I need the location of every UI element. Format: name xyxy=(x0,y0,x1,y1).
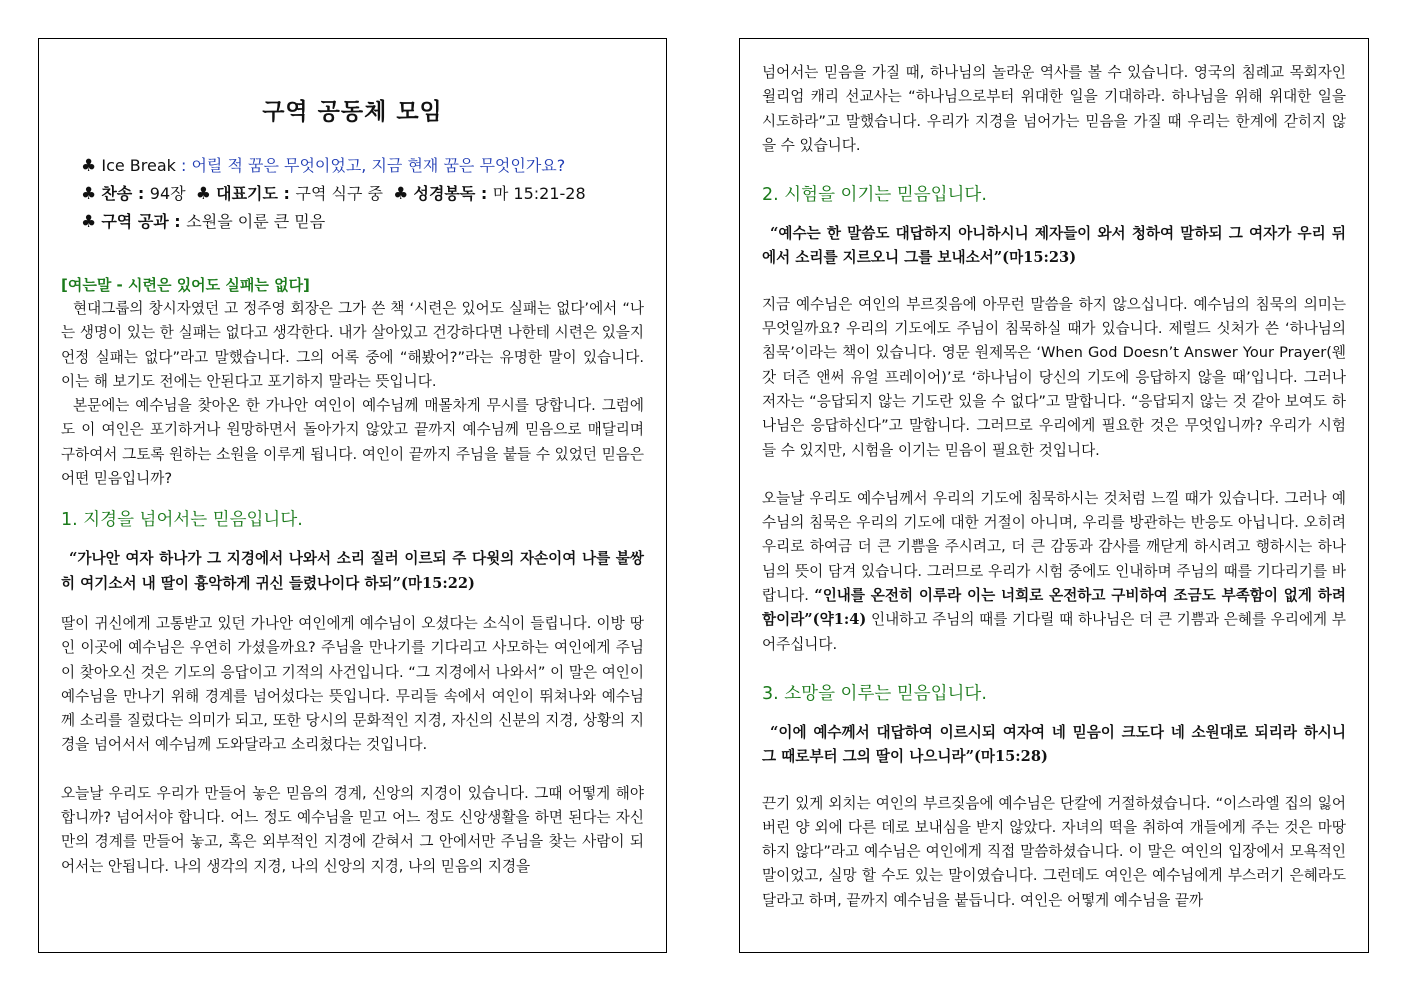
club-icon: ♣ xyxy=(393,184,409,204)
continued-paragraph: 넘어서는 믿음을 가질 때, 하나님의 놀라운 역사를 볼 수 있습니다. 영국의 침례교 목회자인 윌리엄 캐리 선교사는 “하나님으로부터 위대한 일을 기대하라. 하나님을 위해 위대한 일을 시도하라”고 말했습니다. 우리가 지경을 넘어가는 믿음을 가질 때 우리는 한계에 갇히지 않을 수 있습니다. xyxy=(762,64,1346,154)
intro-paragraph: 현대그룹의 창시자였던 고 정주영 회장은 그가 쓴 책 ‘시련은 있어도 실패는 없다’에서 “나는 생명이 있는 한 실패는 없다고 생각한다. 내가 살아있고 건강하다면 나한테 시련은 있을지언정 실패는 없다”라고 말했습니다. 그의 어록 중에 “해봤어?”라는 유명한 말이 있습니다. 이는 해 보기도 전에는 안된다고 포기하지 말라는 뜻입니다. xyxy=(61,300,644,390)
meeting-info xyxy=(81,152,644,236)
club-icon: ♣ xyxy=(195,184,212,204)
left-page xyxy=(38,38,667,953)
section-1-paragraph: 오늘날 우리도 우리가 만들어 놓은 믿음의 경계, 신앙의 지경이 있습니다. 그때 어떻게 해야 합니까? 넘어서야 합니다. 어느 정도 예수님을 믿고 어느 정도 신앙생활을 하면 된다는 자신만의 경계를 만들어 놓고, 혹은 외부적인 지경에 갇혀서 그 안에서만 주님을 찾는 사람이 되어서는 안됩니다. 나의 생각의 지경, 나의 신앙의 지경, 나의 믿음의 지경을 xyxy=(61,784,644,875)
section-2-text: 인내하고 주님의 때를 기다릴 때 하나님은 더 큰 기쁨과 은혜를 우리에게 부어주십니다. xyxy=(762,611,1346,653)
intro-heading: [여는말 - 시련은 있어도 실패는 없다] xyxy=(61,276,310,294)
hymn-value: 94장 xyxy=(149,184,186,203)
section-2-paragraph xyxy=(762,487,1346,657)
ice-break-label: Ice Break xyxy=(101,156,176,175)
lesson-line xyxy=(81,208,644,236)
ice-break-line xyxy=(81,152,644,180)
section-2-text: 오늘날 우리도 예수님께서 우리의 기도에 침묵하시는 것처럼 느낄 때가 있습니다. 그러나 예수님의 침묵은 우리의 기도에 대한 거절이 아니며, 우리를 방관하는 반응도 아닙니다. 오히려 우리로 하여금 더 큰 기쁨을 주시려고, 더 큰 감동과 감사를 깨닫게 하시려고 행하시는 하나님의 뜻이 담겨 있습니다. 그러므로 우리가 시험 중에도 인내하며 주님의 때를 기다리기를 바랍니다. xyxy=(762,489,1346,605)
ice-break-sep: : xyxy=(175,156,192,175)
section-3-paragraph: 끈기 있게 외치는 여인의 부르짖음에 예수님은 단칼에 거절하셨습니다. “이스라엘 집의 잃어버린 양 외에 다른 데로 보내심을 받지 않았다. 자녀의 떡을 취하여 개들에게 주는 것은 마땅하지 않다”라고 예수님은 여인에게 직접 말씀하셨습니다. 이 말은 여인의 입장에서 모욕적인 말이었고, 실망 할 수도 있는 말이였습니다. 그런데도 여인은 예수님에게 부스러기 은혜라도 달라고 하며, 끝까지 예수님을 붙듭니다. 여인은 어떻게 예수님을 끝까 xyxy=(762,794,1346,909)
right-page xyxy=(739,38,1369,953)
section-3-heading: 3. 소망을 이루는 믿음입니다. xyxy=(762,683,987,704)
right-page-content xyxy=(762,39,1346,913)
prayer-value: 구역 식구 중 xyxy=(295,184,383,203)
hymn-prayer-reading-line xyxy=(81,180,644,208)
james-quote: “인내를 온전히 이루라 이는 너희로 온전하고 구비하여 조금도 부족함이 없게 하려 함이라”(약1:4) xyxy=(762,587,1346,629)
lesson-value: 소원을 이룬 큰 믿음 xyxy=(186,212,326,231)
left-page-content xyxy=(61,39,644,879)
club-icon: ♣ xyxy=(81,212,97,232)
prayer-label: 대표기도 : xyxy=(216,184,296,203)
reading-value: 마 15:21-28 xyxy=(492,184,586,203)
intro-paragraph: 본문에는 예수님을 찾아온 한 가나안 여인이 예수님께 매몰차게 무시를 당합니다. 그럼에도 이 여인은 포기하거나 원망하면서 돌아가지 않았고 끝까지 예수님께 믿음으로 매달리며 구하여서 그토록 원하는 소원을 이루게 됩니다. 여인이 끝까지 주님을 붙들 수 있었던 믿음은 어떤 믿음입니까? xyxy=(61,397,644,488)
section-3-quote: “이에 예수께서 대답하여 이르시되 여자여 네 믿음이 크도다 네 소원대로 되리라 하시니 그 때로부터 그의 딸이 나으니라”(마15:28) xyxy=(762,723,1346,766)
section-2-quote: “예수는 한 말씀도 대답하지 아니하시니 제자들이 와서 청하여 말하되 그 여자가 우리 뒤에서 소리를 지르오니 그를 보내소서”(마15:23) xyxy=(762,225,1346,267)
section-2-paragraph: 지금 예수님은 여인의 부르짖음에 아무런 말씀을 하지 않으십니다. 예수님의 침묵의 의미는 무엇일까요? 우리의 기도에도 주님이 침묵하실 때가 있습니다. 제럴드 싯처가 쓴 ‘하나님의 침묵’이라는 책이 있습니다. 영문 원제목은 ‘When God Doesn’t Answer Your Prayer(웬 갓 더즌 앤써 유얼 프레이어)’로 ‘하나님이 당신의 기도에 응답하지 않을 때’입니다. 그러나 저자는 “응답되지 않는 기도란 있을 수 없다”고 말합니다. “응답되지 않는 것 같아 보여도 하나님은 응답하신다”고 말합니다. 그러므로 우리에게 필요한 것은 무엇입니까? 우리가 시험 들 수 있지만, 시험을 이기는 믿음이 필요한 것입니다. xyxy=(762,295,1346,459)
club-icon: ♣ xyxy=(81,184,97,204)
section-1-paragraph: 딸이 귀신에게 고통받고 있던 가나안 여인에게 예수님이 오셨다는 소식이 들립니다. 이방 땅인 이곳에 예수님은 우연히 가셨을까요? 주님을 만나기를 기다리고 사모하는 여인에게 주님이 찾아오신 것은 기도의 응답이고 기적의 사건입니다. “그 지경에서 나와서” 이 말은 여인이 예수님을 만나기 위해 경계를 넘어섰다는 뜻입니다. 무리들 속에서 여인이 뛰쳐나와 예수님께 소리를 질렀다는 의미가 되고, 또한 당시의 문화적인 지경, 자신의 신분의 지경, 상황의 지경을 넘어서서 예수님께 도와달라고 소리쳤다는 것입니다. xyxy=(61,614,644,754)
ice-break-question: 어릴 적 꿈은 무엇이었고, 지금 현재 꿈은 무엇인가요? xyxy=(191,156,566,175)
section-2-heading: 2. 시험을 이기는 믿음입니다. xyxy=(762,185,987,206)
hymn-label: 찬송 : xyxy=(101,184,150,203)
reading-label: 성경봉독 : xyxy=(413,184,493,203)
club-icon: ♣ xyxy=(81,156,97,176)
section-1-heading: 1. 지경을 넘어서는 믿음입니다. xyxy=(61,510,303,531)
lesson-label: 구역 공과 : xyxy=(101,212,187,231)
section-1-quote: “가나안 여자 하나가 그 지경에서 나와서 소리 질러 이르되 주 다윗의 자손이여 나를 불쌍히 여기소서 내 딸이 흉악하게 귀신 들렸나이다 하되”(마15:22) xyxy=(61,550,644,592)
page-title: 구역 공동체 모임 xyxy=(262,99,443,125)
